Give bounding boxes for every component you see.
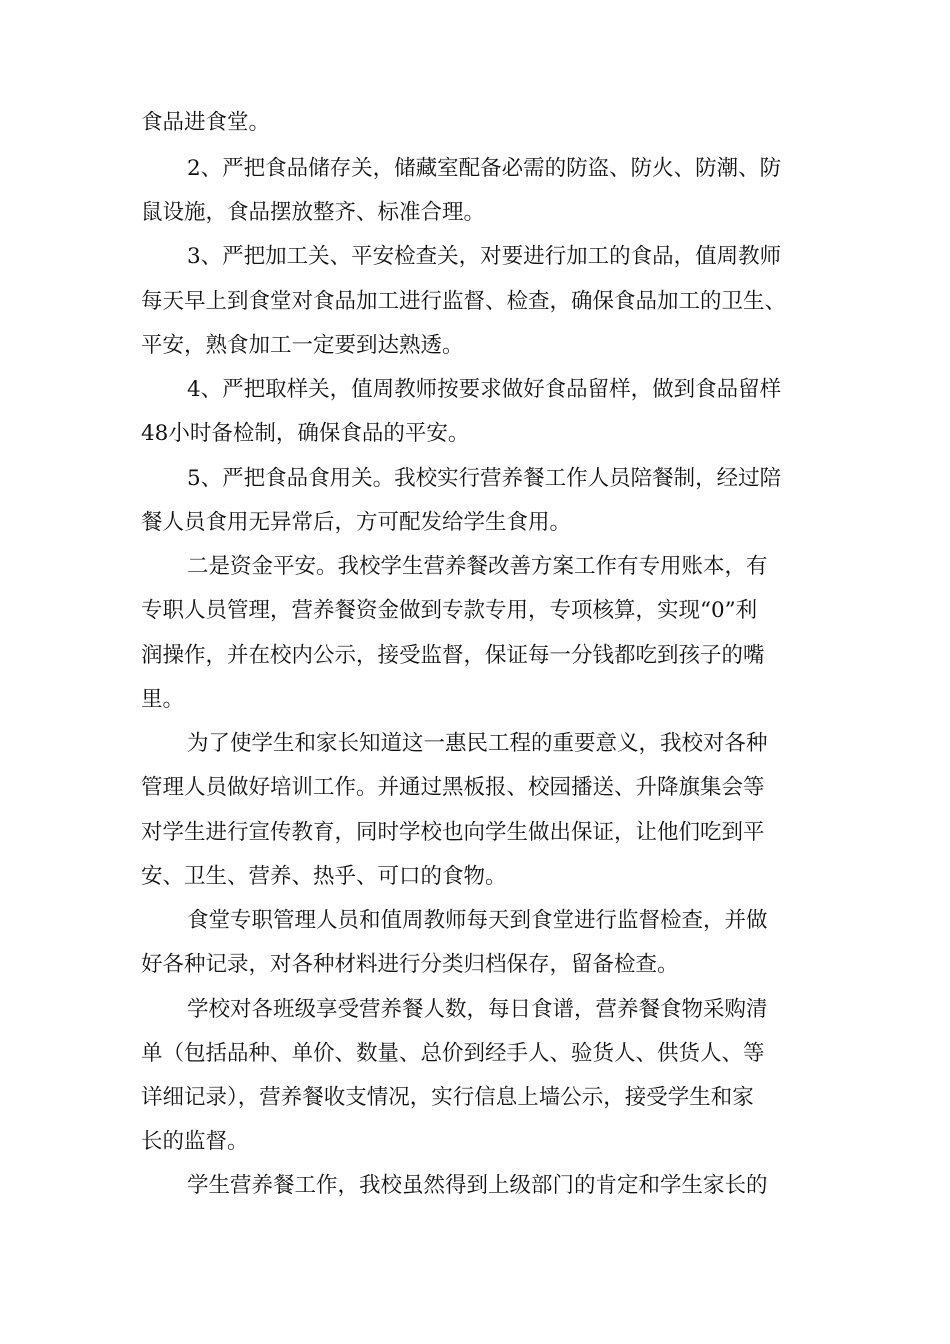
text-line: 餐人员食用无异常后，方可配发给学生食用。 [141,510,572,535]
text-line: 鼠设施，食品摆放整齐、标准合理。 [141,200,486,225]
text-line: 详细记录），营养餐收支情况，实行信息上墙公示，接受学生和家 [141,1085,754,1110]
text-line: 润操作，并在校内公示，接受监督，保证每一分钱都吃到孩子的嘴 [141,643,765,668]
text-line: 二是资金平安。我校学生营养餐改善方案工作有专用账本，有 [187,554,768,579]
text-line: 学校对各班级享受营养餐人数，每日食谱，营养餐食物采购清 [187,997,768,1022]
text-line: 4、严把取样关，值周教师按要求做好食品留样，做到食品留样 [187,377,782,402]
text-line: 安、卫生、营养、热乎、可口的食物。 [141,864,507,889]
text-line: 每天早上到食堂对食品加工进行监督、检查，确保食品加工的卫生、 [141,289,787,314]
text-line: 单（包括品种、单价、数量、总价到经手人、验货人、供货人、等 [141,1041,765,1066]
text-line: 2、严把食品储存关，储藏室配备必需的防盗、防火、防潮、防 [187,156,782,181]
text-line: 食品进食堂。 [141,110,271,135]
text-line: 平安，熟食加工一定要到达熟透。 [141,333,464,358]
text-line: 管理人员做好培训工作。并通过黑板报、校园播送、升降旗集会等 [141,775,765,800]
text-line: 食堂专职管理人员和值周教师每天到食堂进行监督检查，并做 [187,908,768,933]
text-line: 对学生进行宣传教育，同时学校也向学生做出保证，让他们吃到平 [141,820,765,845]
text-line: 好各种记录，对各种材料进行分类归档保存，留备检查。 [141,952,679,977]
text-line: 里。 [141,687,185,712]
text-line: 3、严把加工关、平安检查关，对要进行加工的食品，值周教师 [187,244,782,269]
text-line: 5、严把食品食用关。我校实行营养餐工作人员陪餐制，经过陪 [187,466,782,491]
text-line: 长的监督。 [141,1129,249,1154]
text-line: 为了使学生和家长知道这一惠民工程的重要意义，我校对各种 [187,731,768,756]
text-line: 学生营养餐工作，我校虽然得到上级部门的肯定和学生家长的 [187,1173,768,1198]
text-line: 48小时备检制，确保食品的平安。 [141,421,470,446]
text-line: 专职人员管理，营养餐资金做到专款专用，专项核算，实现“0”利 [141,598,758,623]
